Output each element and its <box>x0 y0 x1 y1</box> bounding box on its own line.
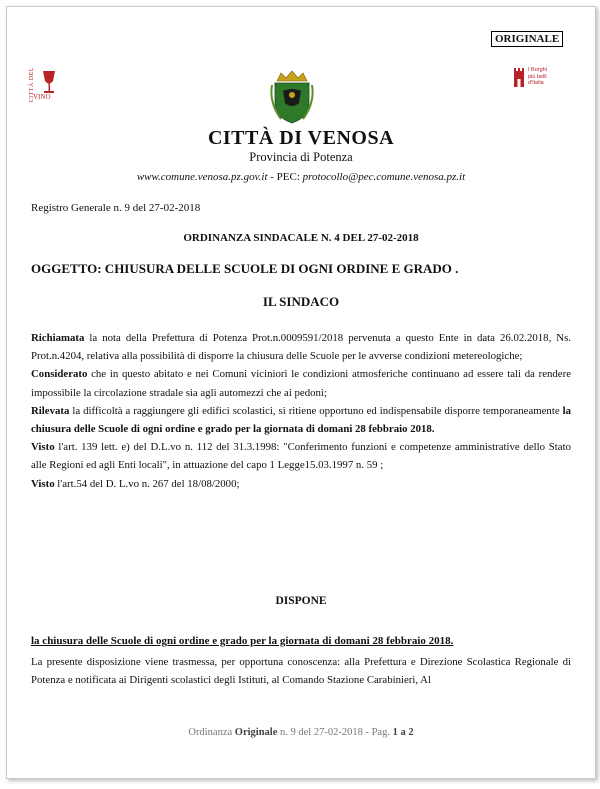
logo-right-text-2: più belli <box>528 73 547 80</box>
transmission-paragraph <box>31 653 571 689</box>
paragraph-text: l'art.54 del D. L.vo n. 267 del 18/08/2000; <box>54 477 240 490</box>
footer-middle: n. 9 del 27-02-2018 - Pag. <box>277 727 393 738</box>
website-link[interactable]: www.comune.venosa.pz.gov.it <box>136 171 268 183</box>
paragraph-lead: Rilevata <box>31 404 70 417</box>
contact-separator: - PEC: <box>267 171 303 183</box>
paragraph-text: la nota della Prefettura di Potenza Prot.n.0009591/2018 pervenuta a questo Ente in data 26.02.2018, Ns. Prot.n.4204, relativa alla possibilità di disporre la chiusura delle Scuole per le avverse condizioni metereologiche; <box>31 332 571 363</box>
dispone-statement: la chiusura delle Scuole di ogni ordine e grado per la giornata di domani 28 febbraio 2018. <box>31 635 454 647</box>
paragraph-text: l'art. 139 lett. e) del D.L.vo n. 112 del 31.3.1998: "Conferimento funzioni e competenze amministrative dello Stato alle Regioni ed agli Enti locali", in attuazione del capo 1 Legge15.03.1997 n. 59 ; <box>31 441 571 472</box>
paragraph-text: la difficoltà a raggiungere gli edifici scolastici, si ritiene opportuno ed indispensabile disporre temporaneamente <box>69 404 563 417</box>
paragraph-richiamata <box>31 329 571 365</box>
paragraph-rilevata <box>31 402 571 438</box>
originale-stamp: ORIGINALE <box>491 31 563 47</box>
paragraph-visto-1 <box>31 438 571 474</box>
footer-prefix: Ordinanza <box>188 727 235 738</box>
page-footer <box>7 727 595 738</box>
paragraph-lead: Visto <box>31 477 55 490</box>
paragraph-considerato <box>31 365 571 401</box>
paragraph-emphasis: la chiusura delle Scuole di ogni ordine e grado per la giornata di domani 28 febbraio 2018. <box>31 404 571 436</box>
pec-email-link[interactable]: protocollo@pec.comune.venosa.pz.it <box>302 171 466 183</box>
venosa-coat-of-arms-icon <box>269 69 315 125</box>
paragraph-lead: Visto <box>31 441 55 454</box>
document-page <box>6 6 596 779</box>
logo-right-text-3: d'Italia <box>528 80 544 86</box>
document-body <box>31 329 571 493</box>
paragraph-lead: Considerato <box>31 368 88 381</box>
transmission-text: La presente disposizione viene trasmessa, per opportuna conoscenza: alla Prefettura e Direzione Scolastica Regionale di Potenza e notificata ai Dirigenti scolastici degli Istituti, al Comando Stazione Carabinieri, Al <box>31 656 571 687</box>
tower-icon <box>512 67 526 89</box>
paragraph-text: che in questo abitato e nei Comuni viciniori le condizioni atmosferiche continuano ad essere tali da rendere impossibile la circolazione stradale sia agli automezzi che ai pedoni; <box>31 368 571 399</box>
logo-right-text-1: I Borghi <box>528 67 547 73</box>
borghi-piu-belli-logo <box>512 67 562 91</box>
ordinanza-title: ORDINANZA SINDACALE N. 4 DEL 27-02-2018 <box>183 232 419 244</box>
paragraph-lead: Richiamata <box>31 332 85 344</box>
registro-generale: Registro Generale n. 9 del 27-02-2018 <box>31 202 201 214</box>
logo-left-text-2: VINO <box>33 93 51 101</box>
dispone-heading: DISPONE <box>275 595 327 607</box>
logo-left-text-1: CITTÀ DEL <box>29 67 35 103</box>
il-sindaco-heading: IL SINDACO <box>262 294 340 309</box>
footer-page-number: 1 a 2 <box>392 727 414 738</box>
contact-line <box>7 171 595 183</box>
province-subtitle: Provincia di Potenza <box>249 150 353 164</box>
oggetto-heading: OGGETTO: CHIUSURA DELLE SCUOLE DI OGNI ORDINE E GRADO . <box>31 261 459 276</box>
footer-originale: Originale <box>234 727 278 738</box>
citta-del-vino-logo <box>29 65 63 105</box>
paragraph-visto-2 <box>31 475 571 493</box>
page-title: CITTÀ DI VENOSA <box>207 127 395 149</box>
